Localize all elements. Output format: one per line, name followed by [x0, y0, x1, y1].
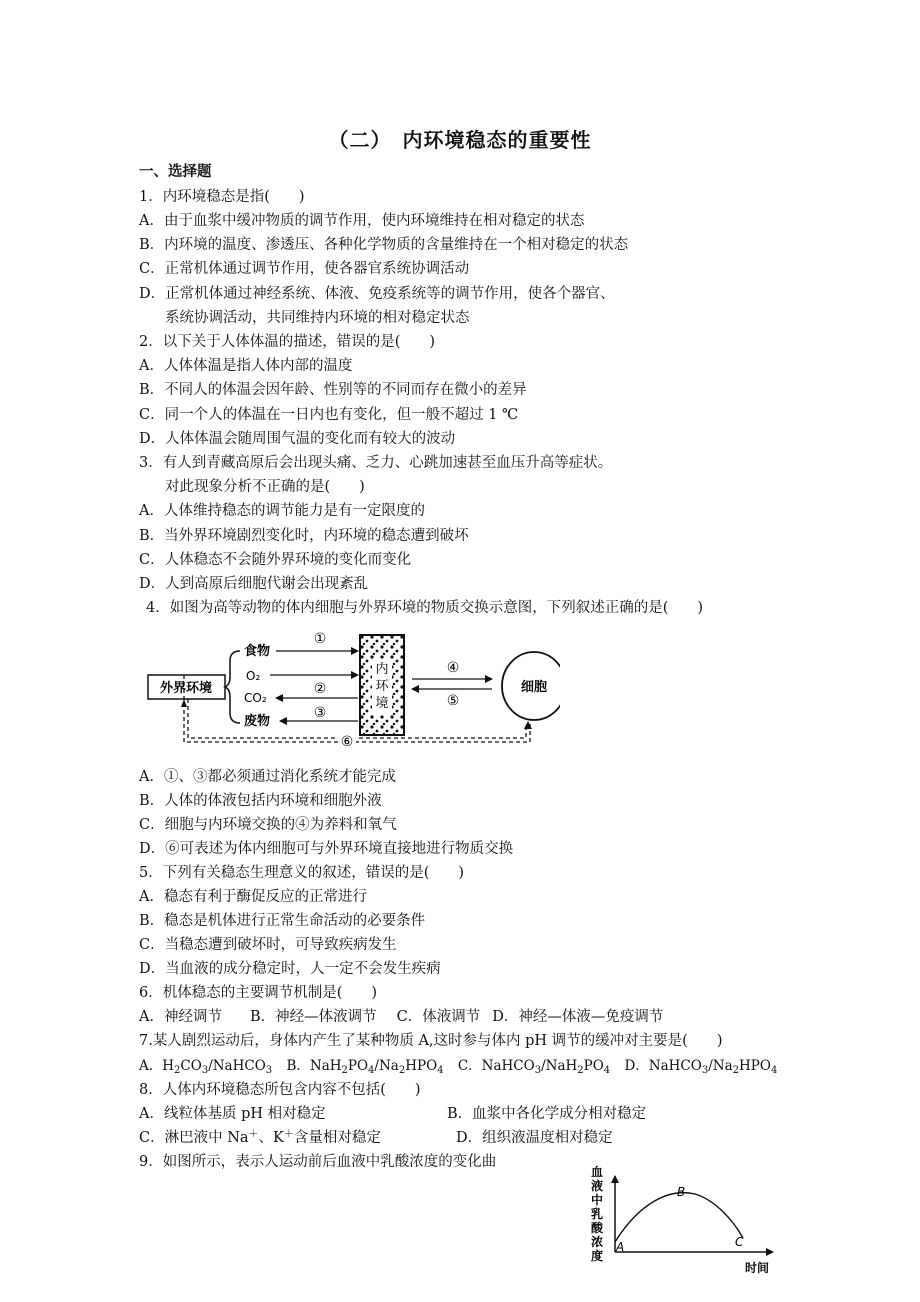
q8-stem: 8．人体内环境稳态所包含内容不包括( ): [139, 1082, 421, 1098]
q2-option-d: D．人体体温会随周围气温的变化而有较大的波动: [139, 431, 456, 447]
q1-option-a: A．由于血浆中缓冲物质的调节作用，使内环境维持在相对稳定的状态: [139, 213, 585, 229]
q1-option-d-cont: 系统协调活动，共同维持内环境的相对稳定状态: [165, 310, 470, 326]
q1-option-c: C．正常机体通过调节作用，使各器官系统协调活动: [139, 261, 470, 277]
y-label-4: 乳: [590, 1207, 604, 1221]
label-1: ①: [313, 631, 327, 647]
q4-stem: 4．如图为高等动物的体内细胞与外界环境的物质交换示意图，下列叙述正确的是( ): [146, 600, 704, 616]
q1-option-b: B．内环境的温度、渗透压、各种化学物质的含量维持在一个相对稳定的状态: [139, 237, 629, 253]
dashed-path-6: [184, 675, 530, 742]
q7-option-b: B．$NaH_2PO_4/Na_2HPO_4$: [286, 1058, 444, 1076]
q7-option-a: A．$H_2CO_3/NaHCO_3$: [139, 1058, 273, 1076]
q6-option-c: C．体液调节: [396, 1009, 481, 1025]
q2-option-c: C．同一个人的体温在一日内也有变化，但一般不超过 1 ℃: [139, 407, 519, 423]
q1-option-d: D．正常机体通过神经系统、体液、免疫系统等的调节作用，使各个器官、: [139, 286, 615, 302]
y-label-5: 酸: [590, 1221, 604, 1235]
q3-option-c: C．人体稳态不会随外界环境的变化而变化: [139, 552, 412, 568]
q7-option-d: D．$NaHCO_3/Na_2HPO_4$: [624, 1058, 778, 1076]
label-2: ②: [313, 681, 327, 697]
q5-option-c: C．当稳态遭到破坏时，可导致疾病发生: [139, 937, 397, 953]
exchange-diagram: [140, 625, 560, 755]
x-label: 时间: [744, 1261, 770, 1275]
external-environment-label: 外界环境: [159, 681, 213, 696]
arrowhead-6-top: [181, 699, 187, 707]
q3-stem-cont: 对此现象分析不正确的是( ): [165, 479, 365, 495]
inner-char-2: 环: [375, 679, 389, 694]
label-3: ③: [313, 705, 327, 721]
co2-label: CO₂: [244, 691, 267, 705]
y-label-7: 度: [590, 1249, 604, 1263]
q3-stem: 3．有人到青藏高原后会出现头痛、乏力、心跳加速甚至血压升高等症状。: [139, 455, 613, 471]
q8-option-d: D．组织液温度相对稳定: [456, 1130, 613, 1146]
point-a: A: [616, 1240, 625, 1254]
bracket: [225, 651, 240, 723]
q3-option-b: B．当外界环境剧烈变化时，内环境的稳态遭到破坏: [139, 528, 469, 544]
label-4: ④: [446, 660, 460, 676]
q8-option-c: C．淋巴液中 Na＋、K＋含量相对稳定: [139, 1129, 381, 1146]
q6-option-b: B．神经—体液调节: [249, 1009, 377, 1025]
page-title: （二） 内环境稳态的重要性: [328, 128, 592, 152]
q4-option-d: D．⑥可表述为体内细胞可与外界环境直接地进行物质交换: [139, 841, 514, 857]
inner-char-3: 境: [375, 696, 389, 711]
q4-option-a: A．①、③都必须通过消化系统才能完成: [139, 769, 396, 785]
y-label-3: 中: [590, 1193, 604, 1207]
label-6: ⑥: [340, 734, 354, 750]
point-c: C: [735, 1235, 744, 1249]
q4-option-c: C．细胞与内环境交换的④为养料和氧气: [139, 817, 397, 833]
arrowhead-6-cell: [524, 721, 532, 729]
q7-stem: 7.某人剧烈运动后，身体内产生了某种物质 A,这时参与体内 pH 调节的缓冲对主要是( ): [139, 1033, 723, 1049]
o2-label: O₂: [246, 669, 261, 683]
q4-option-b: B．人体的体液包括内环境和细胞外液: [139, 793, 382, 809]
q3-option-d: D．人到高原后细胞代谢会出现紊乱: [139, 576, 369, 592]
q5-option-d: D．当血液的成分稳定时，人一定不会发生疾病: [139, 961, 441, 977]
section-heading: 一、选择题: [139, 164, 212, 180]
label-5: ⑤: [446, 693, 460, 709]
q5-stem: 5．下列有关稳态生理意义的叙述，错误的是( ): [139, 865, 465, 881]
q8-option-b: B．血浆中各化学成分相对稳定: [447, 1106, 647, 1122]
q5-option-b: B．稳态是机体进行正常生命活动的必要条件: [139, 913, 426, 929]
q2-option-b: B．不同人的体温会因年龄、性别等的不同而存在微小的差异: [139, 382, 527, 398]
q6-stem: 6．机体稳态的主要调节机制是( ): [139, 985, 378, 1001]
q2-stem: 2．以下关于人体体温的描述，错误的是( ): [139, 334, 436, 350]
dashed-path-6-inner: [188, 699, 526, 738]
lactic-curve: [615, 1193, 743, 1242]
waste-label: 废物: [244, 714, 271, 729]
q2-option-a: A．人体体温是指人体内部的温度: [139, 358, 353, 374]
q3-option-a: A．人体维持稳态的调节能力是有一定限度的: [139, 503, 425, 519]
y-label-2: 液: [590, 1179, 604, 1193]
y-label-6: 浓: [590, 1235, 604, 1249]
q7-options: [139, 1057, 777, 1075]
q8-option-a: A．线粒体基质 pH 相对稳定: [139, 1106, 326, 1122]
inner-char-1: 内: [375, 662, 389, 677]
q9-stem: 9．如图所示，表示人运动前后血液中乳酸浓度的变化曲: [139, 1154, 497, 1170]
q6-option-a: A．神经调节: [139, 1009, 222, 1025]
q6-options: [139, 1008, 663, 1026]
q7-option-c: C．$NaHCO_3/NaH_2PO_4$: [457, 1058, 611, 1076]
q6-option-d: D．神经—体液—免疫调节: [492, 1009, 664, 1025]
q5-option-a: A．稳态有利于酶促反应的正常进行: [139, 889, 367, 905]
y-label-1: 血: [590, 1165, 604, 1179]
food-label: 食物: [244, 644, 271, 659]
point-b: B: [677, 1185, 686, 1199]
q1-stem: 1．内环境稳态是指( ): [139, 189, 305, 205]
cell-label: 细胞: [520, 680, 548, 695]
lactic-acid-graph: [585, 1160, 785, 1300]
